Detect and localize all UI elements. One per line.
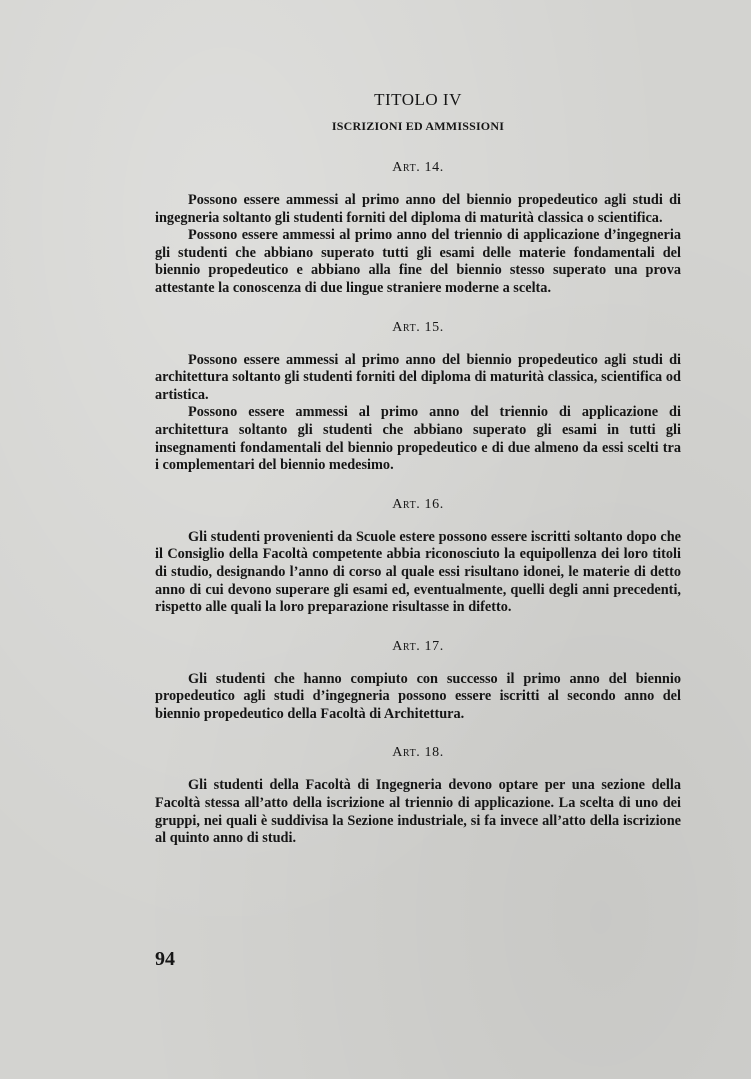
page-number: 94 — [155, 948, 175, 970]
article-14 — [155, 160, 681, 298]
article-paragraph: Gli studenti provenienti da Scuole estere possono essere iscritti soltanto dopo che il Consiglio della Facoltà competente abbia riconosciuto la equipollenza dei loro titoli di studio, designando l’anno di corso al quale essi risultano idonei, le materie di detto anno di cui devono superare gli esami ed, eventualmente, quelli degli anni precedenti, rispetto alle quali la loro preparazione risultasse in difetto. — [155, 528, 681, 616]
article-16 — [155, 497, 681, 617]
article-paragraph: Gli studenti della Facoltà di Ingegneria devono optare per una sezione della Facoltà stessa all’atto della iscrizione al triennio di applicazione. La scelta di uno dei gruppi, nei quali è suddivisa la Sezione industriale, si fa invece all’atto della iscrizione al quinto anno di studi. — [155, 777, 681, 847]
article-paragraph: Possono essere ammessi al primo anno del triennio di applicazione d’ingegneria gli studenti che abbiano superato tutti gli esami delle materie fondamentali del biennio propedeutico e abbiano alla fine del biennio stesso superato una prova attestante la conoscenza di due lingue straniere moderne a scelta. — [155, 227, 681, 296]
article-heading: Art. 16. — [392, 496, 444, 512]
page-content — [155, 90, 681, 870]
section-subtitle: ISCRIZIONI ED AMMISSIONI — [331, 119, 505, 133]
article-paragraph: Gli studenti che hanno compiuto con successo il primo anno del biennio propedeutico agli studi d’ingegneria possono essere iscritti al secondo anno del biennio propedeutico della Facoltà di Architettura. — [155, 670, 681, 722]
article-paragraph: Possono essere ammessi al primo anno del biennio propedeutico agli studi di architettura soltanto gli studenti forniti del diploma di maturità classica, scientifica od artistica. — [155, 351, 681, 403]
article-18 — [155, 745, 681, 847]
article-paragraph: Possono essere ammessi al primo anno del biennio propedeutico agli studi di ingegneria soltanto gli studenti forniti del diploma di maturità classica o scientifica. — [155, 192, 681, 226]
section-title: TITOLO IV — [374, 90, 462, 109]
article-heading: Art. 15. — [392, 319, 444, 335]
article-heading: Art. 18. — [392, 745, 444, 761]
article-15 — [155, 320, 681, 475]
article-heading: Art. 14. — [392, 160, 444, 175]
article-paragraph: Possono essere ammessi al primo anno del triennio di applicazione di architettura soltanto gli studenti che abbiano superato gli esami in tutti gli insegnamenti fondamentali del biennio propedeutico e di due almeno da essi scelti tra i complementari del biennio medesimo. — [155, 404, 681, 474]
article-heading: Art. 17. — [392, 638, 444, 654]
article-17 — [155, 639, 681, 724]
